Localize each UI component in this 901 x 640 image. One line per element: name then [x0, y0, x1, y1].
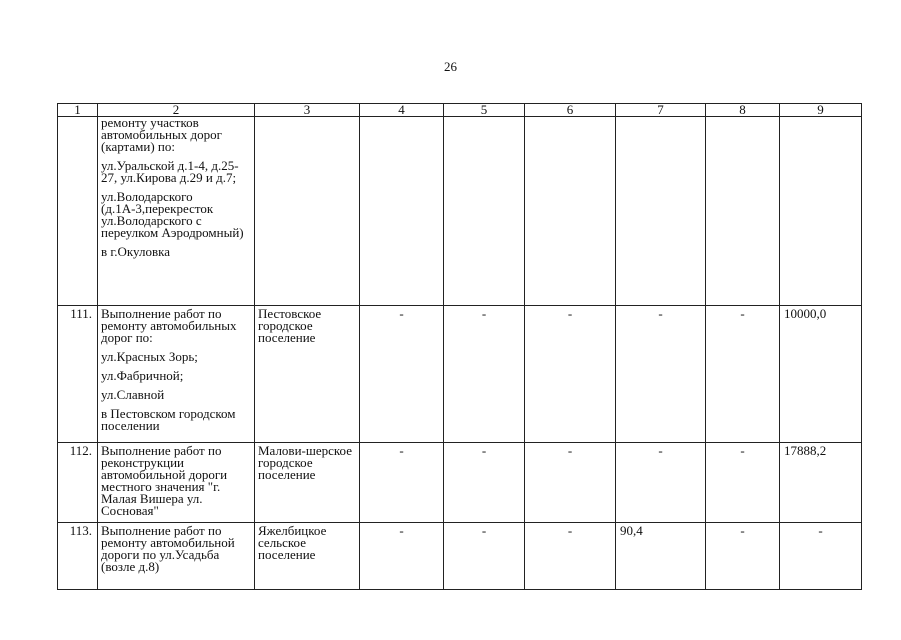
- description-line: Выполнение работ по реконструкции автомобильной дороги местного значения "г. Малая Вишера ул. Сосновая": [101, 443, 228, 518]
- cell-col5: -: [444, 306, 525, 443]
- column-header: 3: [255, 104, 360, 117]
- data-table: [57, 103, 862, 590]
- table-row: [58, 443, 862, 523]
- column-header: 7: [616, 104, 706, 117]
- row-number: 112.: [58, 443, 98, 523]
- work-description: [98, 117, 255, 306]
- cell-col8: -: [706, 306, 780, 443]
- description-line: Выполнение работ по ремонту автомобильной дороги по ул.Усадьба (возле д.8): [101, 523, 235, 574]
- cell-col5: [444, 117, 525, 306]
- cell-col9: -: [780, 523, 862, 590]
- table-row: [58, 523, 862, 590]
- cell-col4: -: [360, 523, 444, 590]
- cell-col9: [780, 117, 862, 306]
- page-number: 26: [444, 59, 457, 74]
- description-line: ул.Славной: [101, 387, 165, 402]
- settlement-name: Малови-шерское городское поселение: [255, 443, 360, 523]
- description-line: ул.Красных Зорь;: [101, 349, 198, 364]
- cell-col7: -: [616, 306, 706, 443]
- settlement-name: [255, 117, 360, 306]
- cell-col9: 10000,0: [780, 306, 862, 443]
- row-number: [58, 117, 98, 306]
- row-number: 111.: [58, 306, 98, 443]
- work-description: [98, 443, 255, 523]
- column-header: 2: [98, 104, 255, 117]
- settlement-name: Пестовское городское поселение: [255, 306, 360, 443]
- description-line: ул.Фабричной;: [101, 368, 184, 383]
- table-row: [58, 306, 862, 443]
- row-number: 113.: [58, 523, 98, 590]
- work-description: [98, 306, 255, 443]
- column-header: 8: [706, 104, 780, 117]
- description-line: в Пестовском городском поселении: [101, 406, 236, 433]
- cell-col9: 17888,2: [780, 443, 862, 523]
- column-header: 1: [58, 104, 98, 117]
- column-header: 5: [444, 104, 525, 117]
- cell-col7: 90,4: [616, 523, 706, 590]
- cell-col4: [360, 117, 444, 306]
- settlement-name: Яжелбицкое сельское поселение: [255, 523, 360, 590]
- description-line: ремонту участков автомобильных дорог (картами) по:: [101, 115, 222, 154]
- cell-col5: -: [444, 443, 525, 523]
- description-line: Выполнение работ по ремонту автомобильных дорог по:: [101, 306, 237, 345]
- description-line: ул.Володарского (д.1А-3,перекресток ул.Володарского с переулком Аэродромный): [101, 189, 244, 240]
- cell-col4: -: [360, 443, 444, 523]
- column-header: 4: [360, 104, 444, 117]
- cell-col8: -: [706, 523, 780, 590]
- column-header: 9: [780, 104, 862, 117]
- cell-col8: [706, 117, 780, 306]
- cell-col6: [525, 117, 616, 306]
- cell-col7: -: [616, 443, 706, 523]
- cell-col6: -: [525, 523, 616, 590]
- cell-col8: -: [706, 443, 780, 523]
- cell-col5: -: [444, 523, 525, 590]
- cell-col7: [616, 117, 706, 306]
- description-line: в г.Окуловка: [101, 244, 170, 259]
- cell-col6: -: [525, 306, 616, 443]
- description-line: ул.Уральской д.1-4, д.25-27, ул.Кирова д.29 и д.7;: [101, 158, 239, 185]
- column-header: 6: [525, 104, 616, 117]
- table-row: [58, 117, 862, 306]
- work-description: [98, 523, 255, 590]
- cell-col6: -: [525, 443, 616, 523]
- cell-col4: -: [360, 306, 444, 443]
